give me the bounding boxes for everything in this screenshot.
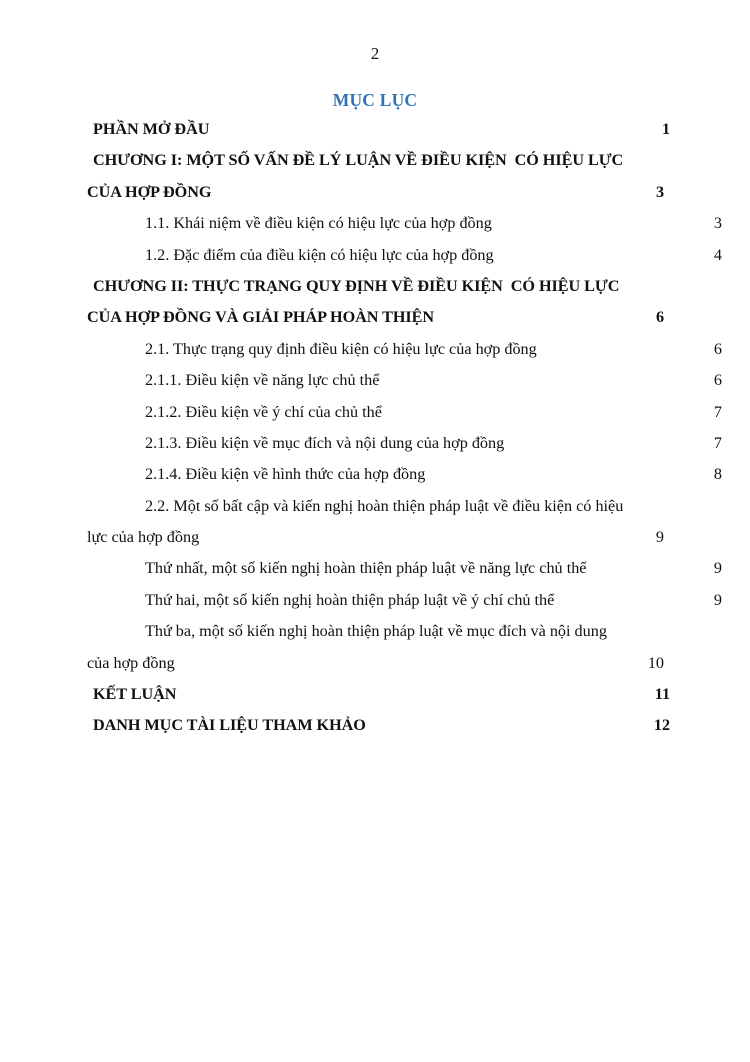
table-of-contents [87,114,722,742]
toc-entry-chuong-i[interactable] [87,177,664,208]
toc-entry-muc-2-1-4[interactable] [87,459,722,490]
toc-page-number: 6 [713,371,722,390]
toc-leader-dots [439,328,655,329]
toc-page-number: 9 [713,559,722,578]
toc-entry-thu-hai[interactable] [87,585,722,616]
toc-leader-dots [216,202,655,203]
toc-entry-thu-nhat[interactable] [87,553,722,584]
toc-entry-label: Thứ nhất, một số kiến nghị hoàn thiện pháp luật về năng lực chủ thể [145,559,587,578]
toc-entry-muc-1-1[interactable] [87,208,722,239]
toc-entry-label: KẾT LUẬN [93,685,177,704]
toc-entry-label: Thứ ba, một số kiến nghị hoàn thiện pháp luật về mục đích và nội dung [145,622,607,641]
toc-leader-dots [426,485,713,486]
toc-page-number: 3 [655,182,664,201]
toc-entry-chuong-i[interactable] [87,145,670,176]
toc-entry-muc-2-1[interactable] [87,334,722,365]
toc-entry-phan-mo-dau[interactable] [87,114,670,145]
toc-page-number: 8 [713,465,722,484]
toc-entry-thu-ba[interactable] [87,648,664,679]
toc-page-number: 12 [653,716,670,735]
toc-entry-chuong-ii[interactable] [87,302,664,333]
toc-entry-muc-2-1-1[interactable] [87,365,722,396]
toc-entry-label: lực của hợp đồng [87,528,200,547]
toc-leader-dots [555,610,713,611]
toc-leader-dots [509,453,713,454]
toc-page-number: 9 [655,528,664,547]
toc-entry-label: PHẦN MỞ ĐẦU [93,120,210,138]
toc-entry-thu-ba[interactable] [87,616,722,647]
toc-page-number: 4 [713,245,722,264]
toc-page-number: 6 [655,308,664,327]
toc-entry-label: CỦA HỢP ĐỒNG VÀ GIẢI PHÁP HOÀN THIỆN [87,308,439,327]
toc-entry-danh-muc-tai-lieu[interactable] [87,710,670,741]
toc-page-number: 10 [647,653,664,672]
toc-leader-dots [384,391,712,392]
toc-entry-muc-2-1-2[interactable] [87,397,722,428]
toc-page-number: 9 [713,590,722,609]
toc-entry-muc-2-1-3[interactable] [87,428,722,459]
toc-page-number: 7 [713,433,722,452]
toc-entry-label: CỦA HỢP ĐỒNG [87,182,216,201]
toc-leader-dots [542,359,713,360]
toc-page-number: 1 [661,120,670,138]
toc-entry-label: 2.1.1. Điều kiện về năng lực chủ thể [145,371,384,390]
page-number: 2 [370,44,380,63]
toc-entry-label: của hợp đồng [87,653,179,672]
toc-entry-label: 2.1.2. Điều kiện về ý chí của chủ thể [145,402,382,421]
toc-entry-chuong-ii[interactable] [87,271,670,302]
toc-leader-dots [367,736,653,737]
toc-page-number: 6 [713,339,722,358]
toc-entry-label: 2.1. Thực trạng quy định điều kiện có hiệu lực của hợp đồng [145,339,541,358]
toc-entry-muc-1-2[interactable] [87,240,722,271]
toc-entry-label: Thứ hai, một số kiến nghị hoàn thiện pháp luật về ý chí chủ thể [145,590,555,609]
toc-entry-label: 2.1.3. Điều kiện về mục đích và nội dung của hợp đồng [145,433,509,452]
toc-page-number: 7 [713,402,722,421]
toc-entry-label: CHƯƠNG I: MỘT SỐ VẤN ĐỀ LÝ LUẬN VỀ ĐIỀU KIỆN CÓ HIỆU LỰC [93,151,624,170]
toc-entry-label: 1.1. Khái niệm về điều kiện có hiệu lực của hợp đồng [145,214,496,233]
toc-leader-dots [497,234,713,235]
toc-entry-label: 2.2. Một số bất cập và kiến nghị hoàn thiện pháp luật về điều kiện có hiệu [145,496,624,515]
toc-entry-label: CHƯƠNG II: THỰC TRẠNG QUY ĐỊNH VỀ ĐIỀU KIỆN CÓ HIỆU LỰC [93,276,620,295]
toc-leader-dots [383,422,713,423]
toc-entry-label: 2.1.4. Điều kiện về hình thức của hợp đồng [145,465,426,484]
toc-leader-dots [210,139,661,140]
toc-entry-muc-2-2[interactable] [87,491,722,522]
toc-leader-dots [587,579,712,580]
toc-entry-label: 1.2. Đặc điểm của điều kiện có hiệu lực của hợp đồng [145,245,494,264]
page-title: MỤC LỤC [332,90,418,110]
toc-leader-dots [180,673,647,674]
toc-page-number: 11 [654,685,670,704]
toc-leader-dots [177,704,653,705]
toc-entry-label: DANH MỤC TÀI LIỆU THAM KHẢO [93,716,366,735]
toc-leader-dots [495,265,713,266]
toc-entry-ket-luan[interactable] [87,679,670,710]
toc-page-number: 3 [713,214,722,233]
toc-entry-muc-2-2[interactable] [87,522,664,553]
toc-leader-dots [200,547,655,548]
